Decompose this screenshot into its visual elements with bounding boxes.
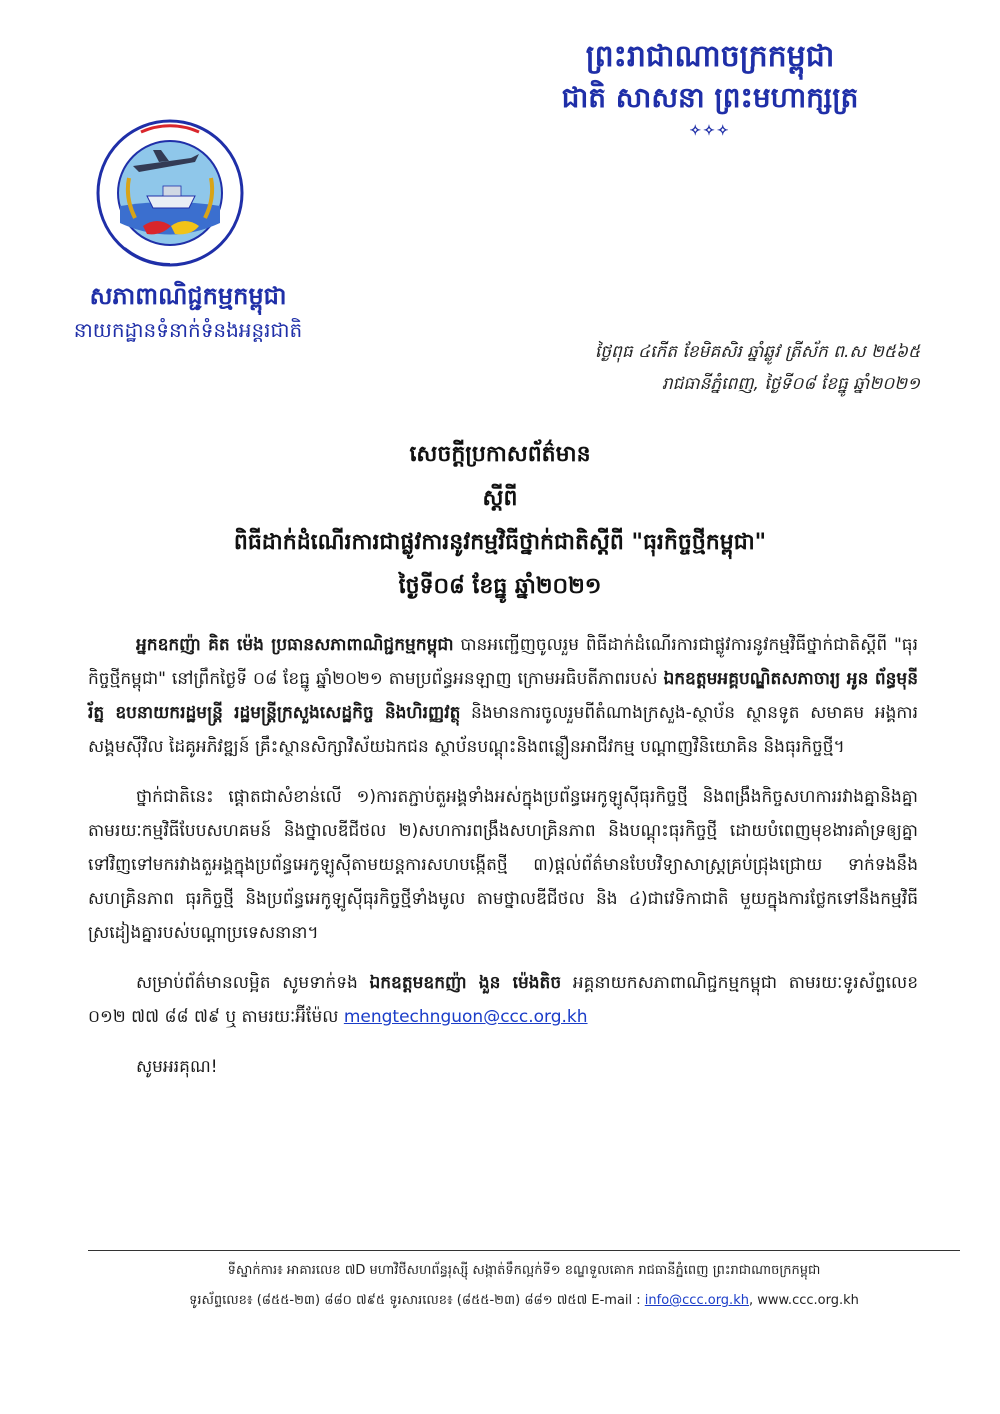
paragraph-1 — [88, 628, 918, 764]
contact-email-link[interactable]: mengtechnguon@ccc.org.kh — [343, 1007, 588, 1027]
title-line-2: ស្តីពី — [482, 485, 518, 511]
deputy-pm-name: ឯកឧត្តមអគ្គបណ្ឌិតសភាចារ្យ អូន ព័ន្ធមុនីរ័ត្ន ឧបនាយករដ្ឋមន្ត្រី រដ្ឋមន្ត្រីក្រសួងសេដ្ឋកិច្ច និងហិរញ្ញវត្ថុ — [88, 669, 919, 723]
paragraph-1-text-b: និងមានការចូលរួមពីតំណាងក្រសួង-ស្ថាប័ន ស្ថានទូត សមាគម អង្គការសង្គមស៊ីវិល ដៃគូអភិវឌ្ឍន៍ គ្រឹះស្ថានសិក្សាវិស័យឯកជន ស្ថាប័នបណ្តុះនិងពន្លឿនអាជីវកម្ម បណ្តាញវិនិយោគិន និងធុរកិច្ចថ្មី។ — [88, 703, 918, 757]
chamber-logo — [95, 118, 245, 268]
footer-phone-fax: ទូរស័ព្ទលេខ៖ (៨៥៥-២៣) ៨៨០ ៧៩៥ ទូរសារលេខ៖ (៨៥៥-២៣) ៨៨១ ៧៥៧ E-mail : — [189, 1293, 645, 1308]
footer-divider — [88, 1250, 960, 1251]
solar-date: រាជធានីភ្នំពេញ, ថ្ងៃទី០៨ ខែធ្នូ ឆ្នាំ២០២១ — [661, 374, 920, 394]
press-release-title — [120, 432, 880, 608]
closing-thanks: សូមអរគុណ! — [136, 1057, 218, 1077]
footer-website: , www.ccc.org.kh — [748, 1293, 859, 1308]
paragraph-3-text-a: សម្រាប់ព័ត៌មានលម្អិត សូមទាក់ទង — [136, 973, 370, 993]
title-line-4: ថ្ងៃទី០៨ ខែធ្នូ ឆ្នាំ២០២១ — [398, 573, 602, 599]
title-line-3: ពិធីដាក់ដំណើរការជាផ្លូវការនូវកម្មវិធីថ្នាក់ជាតិស្តីពី "ធុរកិច្ចថ្មីកម្ពុជា" — [233, 529, 767, 555]
organization-name: សភាពាណិជ្ជកម្មកម្ពុជា — [89, 281, 287, 310]
kingdom-title: ព្រះរាជាណាចក្រកម្ពុជា — [585, 39, 835, 74]
paragraph-1-text-a: បានអញ្ជើញចូលរួម ពិធីដាក់ដំណើរការជាផ្លូវការនូវកម្មវិធីថ្នាក់ជាតិស្តីពី "ធុរកិច្ចថ្មីកម្ពុជា" នៅព្រឹកថ្ងៃទី ០៨ ខែធ្នូ ឆ្នាំ២០២១ តាមប្រព័ន្ធអនឡាញ ក្រោមអធិបតីភាពរបស់ — [88, 635, 918, 689]
footer-address: ទីស្នាក់ការ៖ អាគារលេខ ៧D មហាវិថីសហព័ន្ធរុស្ស៊ី សង្កាត់ទឹកល្អក់ទី១ ខណ្ឌទួលគោក រាជធានីភ្នំពេញ ព្រះរាជាណាចក្រកម្ពុជា — [227, 1263, 821, 1278]
paragraph-3-text-b: អគ្គនាយកសភាពាណិជ្ជកម្មកម្ពុជា តាមរយៈទូរស័ព្ទលេខ ០១២ ៧៧ ៨៨ ៧៩ ឬ តាមរយៈអ៊ីម៉ែល — [88, 973, 918, 1027]
organization-block — [58, 278, 318, 346]
date-block — [430, 336, 920, 400]
national-motto: ជាតិ សាសនា ព្រះមហាក្សត្រ — [561, 81, 859, 114]
title-line-1: សេចក្តីប្រកាសព័ត៌មាន — [409, 441, 591, 467]
footer — [88, 1256, 960, 1316]
department-name: នាយកដ្ឋានទំនាក់ទំនងអន្តរជាតិ — [73, 318, 303, 342]
ornament-divider: ✧✧✧ — [689, 123, 731, 139]
paragraph-3 — [88, 966, 918, 1034]
press-release-body — [88, 628, 918, 1084]
chamber-logo-seal — [95, 118, 245, 268]
kingdom-header — [490, 36, 930, 144]
president-name: អ្នកឧកញ៉ា គិត ម៉េង ប្រធានសភាពាណិជ្ជកម្មកម្ពុជា — [136, 635, 454, 655]
lunar-date: ថ្ងៃពុធ ៤កើត ខែមិគសិរ ឆ្នាំឆ្លូវ ត្រីស័ក ព.ស ២៥៦៥ — [594, 342, 920, 362]
footer-contact — [88, 1286, 960, 1316]
contact-person-name: ឯកឧត្តមឧកញ៉ា ងួន ម៉េងតិច — [369, 973, 562, 993]
paragraph-2: ថ្នាក់ជាតិនេះ ផ្តោតជាសំខាន់លើ ១)ការតភ្ជាប់តួអង្គទាំងអស់ក្នុងប្រព័ន្ធអេកូឡូស៊ីធុរកិច្ចថ្មី និងពង្រឹងកិច្ចសហការរវាងគ្នានិងគ្នាតាមរយៈកម្មវិធីបែបសហគមន៍ និងថ្នាលឌីជីថល ២)សហការពង្រឹងសហគ្រិនភាព និងបណ្តុះធុរកិច្ចថ្មី ដោយបំពេញមុខងារគាំទ្រឲ្យគ្នាទៅវិញទៅមករវាងតួអង្គក្នុងប្រព័ន្ធអេកូឡូស៊ីតាមយន្តការសហបង្កើតថ្មី ៣)ផ្តល់ព័ត៌មានបែបវិទ្យាសាស្ត្រគ្រប់ជ្រុងជ្រោយ ទាក់ទងនឹង សហគ្រិនភាព ធុរកិច្ចថ្មី និងប្រព័ន្ធអេកូឡូស៊ីធុរកិច្ចថ្មីទាំងមូល តាមថ្នាលឌីជីថល និង ៤)ជាវេទិកាជាតិ មួយក្នុងការថ្លែកទៅនឹងកម្មវិធីស្រដៀងគ្នារបស់បណ្តាប្រទេសនានា។ — [88, 787, 918, 943]
footer-email-link[interactable]: info@ccc.org.kh — [644, 1293, 749, 1308]
